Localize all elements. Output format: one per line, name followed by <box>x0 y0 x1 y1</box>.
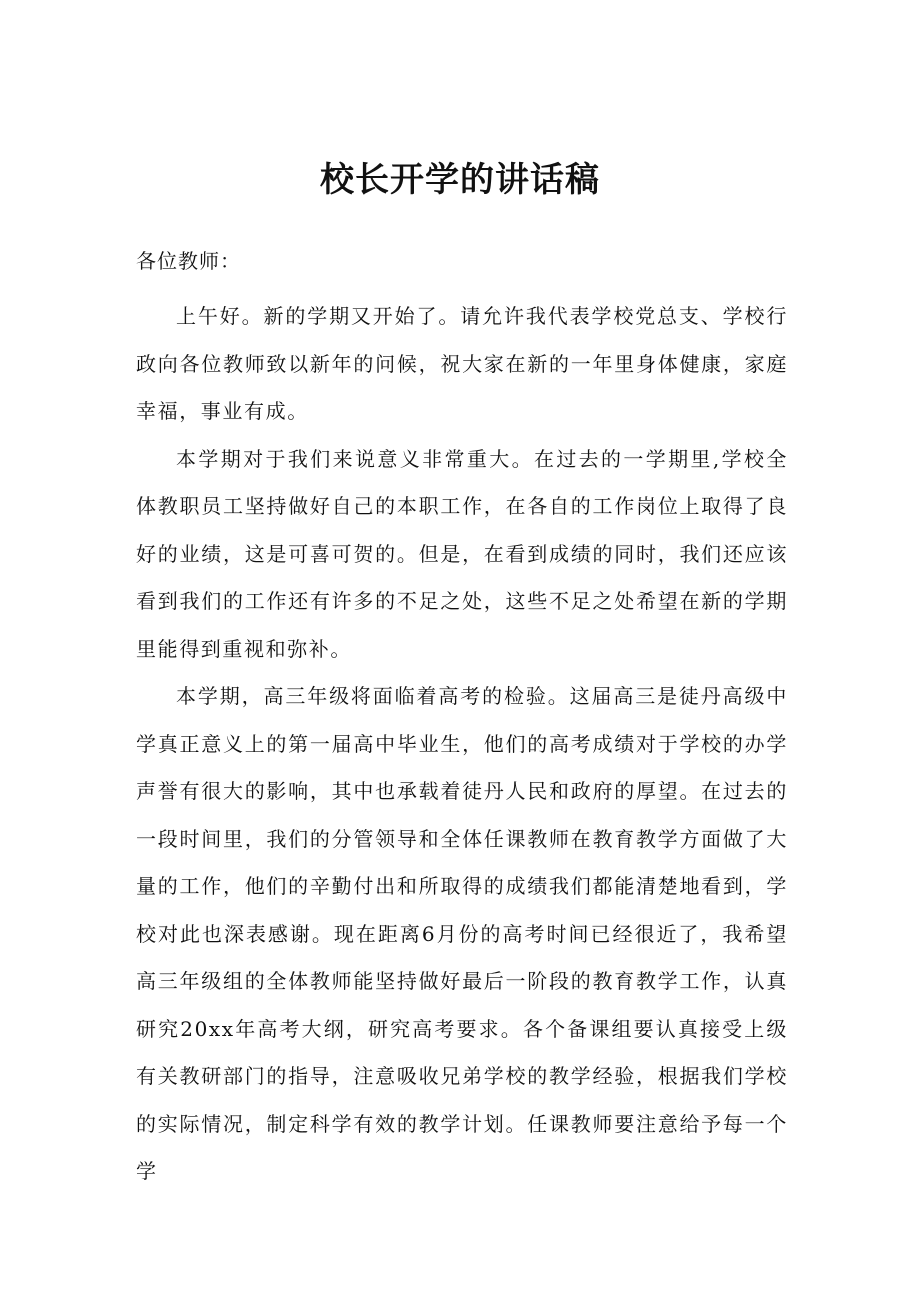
paragraph: 上午好。新的学期又开始了。请允许我代表学校党总支、学校行政向各位教师致以新年的问候，祝大家在新的一年里身体健康，家庭幸福，事业有成。 <box>136 304 788 423</box>
document-body <box>136 293 788 1196</box>
paragraph: 本学期，高三年级将面临着高考的检验。这届高三是徒丹高级中学真正意义上的第一届高中毕业生，他们的高考成绩对于学校的办学声誉有很大的影响，其中也承载着徒丹人民和政府的厚望。在过去的一段时间里，我们的分管领导和全体任课教师在教育教学方面做了大量的工作，他们的辛勤付出和所取得的成绩我们都能清楚地看到，学校对此也深表感谢。现在距离6月份的高考时间已经很近了，我希望高三年级组的全体教师能坚持做好最后一阶段的教育教学工作，认真研究20xx年高考大纲，研究高考要求。各个备课组要认真接受上级有关教研部门的指导，注意吸收兄弟学校的教学经验，根据我们学校的实际情况，制定科学有效的教学计划。任课教师要注意给予每一个学 <box>136 684 788 1183</box>
paragraph: 本学期对于我们来说意义非常重大。在过去的一学期里,学校全体教职员工坚持做好自己的本职工作，在各自的工作岗位上取得了良好的业绩，这是可喜可贺的。但是，在看到成绩的同时，我们还应该看到我们的工作还有许多的不足之处，这些不足之处希望在新的学期里能得到重视和弥补。 <box>136 446 788 661</box>
document-title: 校长开学的讲话稿 <box>320 160 600 200</box>
greeting: 各位教师： <box>136 249 241 273</box>
